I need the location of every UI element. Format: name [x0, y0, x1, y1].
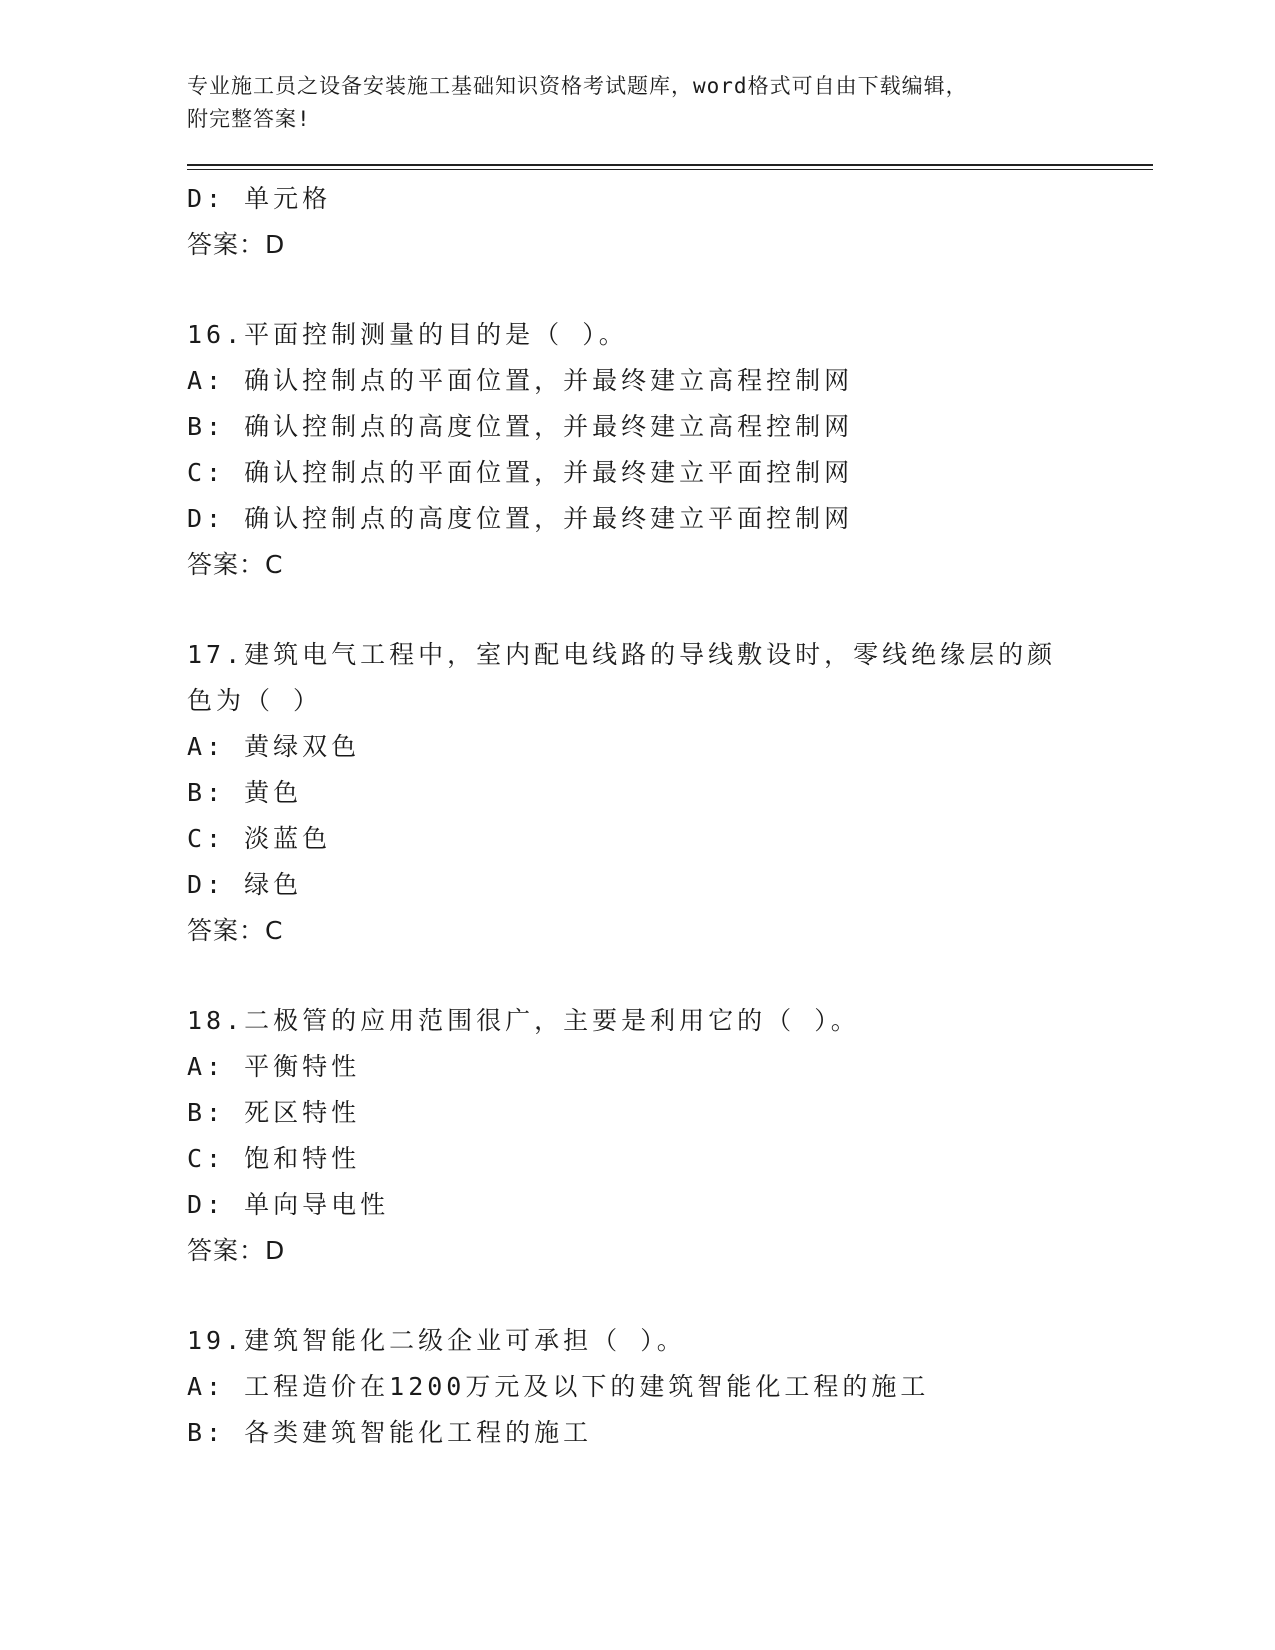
option-a: A: 平衡特性	[187, 1052, 361, 1081]
question-stem: 18.二极管的应用范围很广，主要是利用它的（ ）。	[187, 1006, 860, 1035]
answer-line: 答案：D	[187, 230, 286, 259]
header-line-2: 附完整答案!	[187, 107, 311, 131]
question-18	[187, 998, 1147, 1274]
question-stem: 17.建筑电气工程中，室内配电线路的导线敷设时，零线绝缘层的颜色为（ ）	[187, 640, 1057, 715]
question-16	[187, 312, 1147, 588]
question-stem: 16.平面控制测量的目的是（ ）。	[187, 320, 628, 349]
document-header	[187, 70, 1067, 136]
document-page	[187, 70, 1147, 1456]
option-a: A: 确认控制点的平面位置，并最终建立高程控制网	[187, 366, 854, 395]
option-c: C: 饱和特性	[187, 1144, 361, 1173]
answer-line: 答案：C	[187, 550, 284, 579]
option-a: A: 工程造价在1200万元及以下的建筑智能化工程的施工	[187, 1372, 930, 1401]
divider-thin	[187, 169, 1153, 170]
option-b: B: 各类建筑智能化工程的施工	[187, 1418, 593, 1447]
option-b: B: 黄色	[187, 778, 303, 807]
answer-line: 答案：D	[187, 1236, 286, 1265]
question-stem: 19.建筑智能化二级企业可承担（ ）。	[187, 1326, 686, 1355]
divider-thick	[187, 164, 1153, 166]
option-b: B: 确认控制点的高度位置，并最终建立高程控制网	[187, 412, 854, 441]
question-list	[187, 176, 1147, 1456]
header-line-1: 专业施工员之设备安装施工基础知识资格考试题库，word格式可自由下载编辑，	[187, 74, 968, 98]
option-b: B: 死区特性	[187, 1098, 361, 1127]
answer-line: 答案：C	[187, 916, 284, 945]
option-d: D: 单元格	[187, 184, 332, 213]
option-a: A: 黄绿双色	[187, 732, 361, 761]
option-d: D: 确认控制点的高度位置，并最终建立平面控制网	[187, 504, 854, 533]
question-19	[187, 1318, 1147, 1456]
header-divider	[187, 164, 1153, 170]
question-17	[187, 632, 1147, 954]
option-d: D: 绿色	[187, 870, 303, 899]
question-fragment	[187, 176, 1147, 268]
option-c: C: 确认控制点的平面位置，并最终建立平面控制网	[187, 458, 854, 487]
option-c: C: 淡蓝色	[187, 824, 332, 853]
option-d: D: 单向导电性	[187, 1190, 390, 1219]
